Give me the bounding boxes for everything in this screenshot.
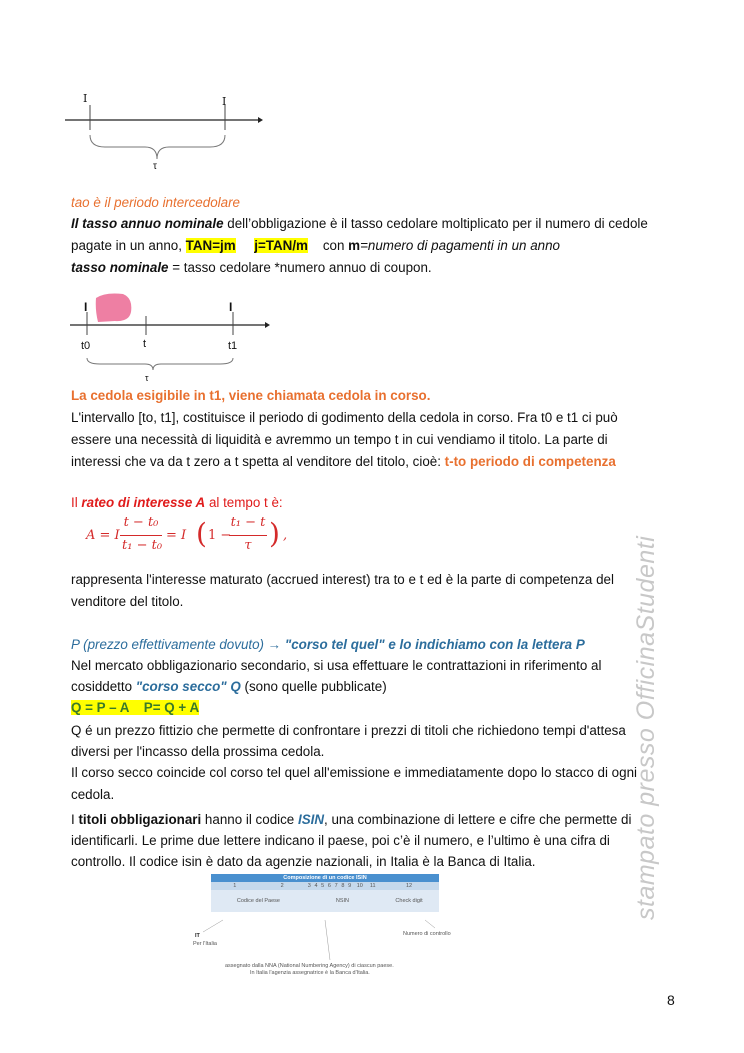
isin-digit: 8 [341,883,345,889]
tao-definition: tao è il periodo intercedolare [71,195,240,210]
isin-digit: 12 [405,883,413,889]
isin-nsin: NSIN [335,898,350,904]
isin-nna-line1: assegnato dalla NNA (National Numbering Agency) di ciascun paese. [225,963,394,969]
diagram2-tick-t0: t0 [81,340,91,352]
paragraph-intervallo-3: interessi che va da t zero a t spetta al venditore del titolo, cioè: t-to periodo di competenza [71,454,616,469]
paragraph-q-2: diversi per l'incasso della prossima cedola. [71,744,325,759]
watermark: stampato presso OfficinaStudenti [632,535,660,920]
paragraph-tan-line1: Il tasso annuo nominale dell’obbligazione è il tasso cedolare moltiplicato per il numero di cedole [71,216,648,231]
isin-digit: 2 [280,883,284,889]
paragraph-mercato-1: Nel mercato obbligazionario secondario, si usa effettuare le contrattazioni in riferimento al [71,658,602,673]
isin-composition-figure [185,870,475,980]
isin-numero-controllo: Numero di controllo [403,931,451,937]
page-number: 8 [667,992,675,1008]
corso-tel-quel-line: P (prezzo effettivamente dovuto) → "corso tel quel" e lo indichiamo con la lettera P [71,637,585,652]
paragraph-q-3: Il corso secco coincide col corso tel quel all'emissione e immediatamente dopo lo stacco di ogni [71,765,637,780]
paragraph-q-1: Q é un prezzo fittizio che permette di confrontare i prezzi di titoli che richiedono tempi d'attesa [71,723,626,738]
isin-digit: 11 [369,883,376,889]
paragraph-isin-2: identificarli. Le prime due lettere indicano il paese, poi c’è il numero, e l’ultimo è una cifra di [71,833,610,848]
isin-country-code: Codice del Paese [236,898,280,904]
timeline-diagram-2 [65,290,280,385]
diagram2-tick-t: t [143,338,147,350]
diagram1-tau: τ [153,161,157,172]
paragraph-tan-line2: pagate in un anno, TAN=jm j=TAN/m con m=numero di pagamenti in un anno [71,238,560,253]
isin-table-title: Composizione di un codice ISIN [211,874,439,882]
timeline-diagram-1 [60,85,270,180]
paragraph-q-4: cedola. [71,787,115,802]
isin-digit: 4 [314,883,318,889]
diagram2-label-i2: I [229,300,233,314]
isin-digit: 7 [334,883,338,889]
paragraph-isin-1: I titoli obbligazionari hanno il codice ISIN, una combinazione di lettere e cifre che permette di [71,812,632,827]
diagram1-label-i1: I [83,92,88,105]
isin-per-italia: Per l'Italia [193,941,217,947]
diagram2-label-i1: I [84,300,88,314]
rateo-heading: Il rateo di interesse A al tempo t è: [71,495,283,510]
cedola-heading: La cedola esigibile in t1, viene chiamata cedola in corso. [71,388,431,403]
diagram2-tau: τ [145,373,149,383]
document-page: I I τ tao è il periodo intercedolare Il tasso annuo nominale dell’obbligazione è il tasso cedolare moltiplicato per il numero di cedole pagate in un anno, TAN=jm j=TAN/m con m=numero di pagamenti in un anno tasso nominale = tasso cedolare *numero annuo di coupon. I I t0 t t1 τ La cedola esigibile in t1, viene chiamata cedola in corso. L'intervallo [to, t1], costituisce il periodo di godimento della cedola in corso. Fra t0 e t1 ci può essere una necessità di liquidità e avremmo un tempo t in cui vendiamo il titolo. La parte di interessi che va da t zero a t spetta al venditore del titolo, cioè: t-to periodo di competenza Il rateo di interesse A al tempo t è: A = I t − t₀ t₁ − t₀ = I ( 1 − t₁ − t τ ) , rappresenta l'interesse maturato (accrued interest) tra to e t ed è la parte di competenza del venditore del titolo. P (prezzo effettivamente dovuto) → "corso tel quel" e lo indichiamo con la lettera P Nel mercato obbligazionario secondario, si usa effettuare le contrattazioni in riferimento al cosiddetto "corso secco" Q (sono quelle pubblicate) Q = P – A P= Q + A Q é un prezzo fittizio che permette di confrontare i prezzi di titoli che richiedono tempi d'attesa diversi per l'incasso della prossima cedola. Il corso secco coincide col corso tel quel all'emissione e immediatamente dopo lo stacco di ogni cedola. I titoli obbligazionari hanno il codice ISIN, una combinazione di lettere e cifre che permette di identificarli. Le prime due lettere indicano il paese, poi c’è il numero, e l’ultimo è una cifra di controllo. Il codice isin è dato da agenzie nazionali, in Italia è la Banca di Italia. Composizione di un codice ISIN 1 2 3 4 5 6 7 8 9 10 11 12 Codice del Paese NSIN Check digit IT Per l'Italia Numero di controllo assegnato dalla NNA (National Numbering Agency) di ciascun paese. In Italia l'agenzia assegnatrice è la Banca d'Italia. stampato presso OfficinaStudenti 8 [0,0,744,1053]
paragraph-intervallo-2: essere una necessità di liquidità e avremmo un tempo t in cui vendiamo il titolo. La parte di [71,432,608,447]
isin-check-digit: Check digit [395,898,423,904]
paragraph-isin-3: controllo. Il codice isin è dato da agenzie nazionali, in Italia è la Banca di Italia. [71,854,536,869]
isin-it-label: IT [195,933,200,939]
paragraph-tan-line3: tasso nominale = tasso cedolare *numero annuo di coupon. [71,260,432,275]
isin-digit: 10 [356,883,363,889]
isin-digit: 1 [233,883,237,889]
isin-digit: 3 [307,883,311,889]
isin-nna-line2: In Italia l'agenzia assegnatrice è la Banca d'Italia. [250,970,370,976]
isin-digit: 9 [348,883,352,889]
isin-digit: 6 [327,883,331,889]
isin-digit: 5 [321,883,325,889]
paragraph-mercato-2: cosiddetto "corso secco" Q (sono quelle pubblicate) [71,679,387,694]
diagram1-label-i2: I [222,95,227,108]
paragraph-intervallo-1: L'intervallo [to, t1], costituisce il periodo di godimento della cedola in corso. Fra t0 e t1 ci può [71,410,618,425]
paragraph-rateo-2: venditore del titolo. [71,594,184,609]
equation-q-p: Q = P – A P= Q + A [71,700,200,715]
diagram2-tick-t1: t1 [228,340,238,352]
paragraph-rateo-1: rappresenta l'interesse maturato (accrued interest) tra to e t ed è la parte di competenza del [71,572,614,587]
